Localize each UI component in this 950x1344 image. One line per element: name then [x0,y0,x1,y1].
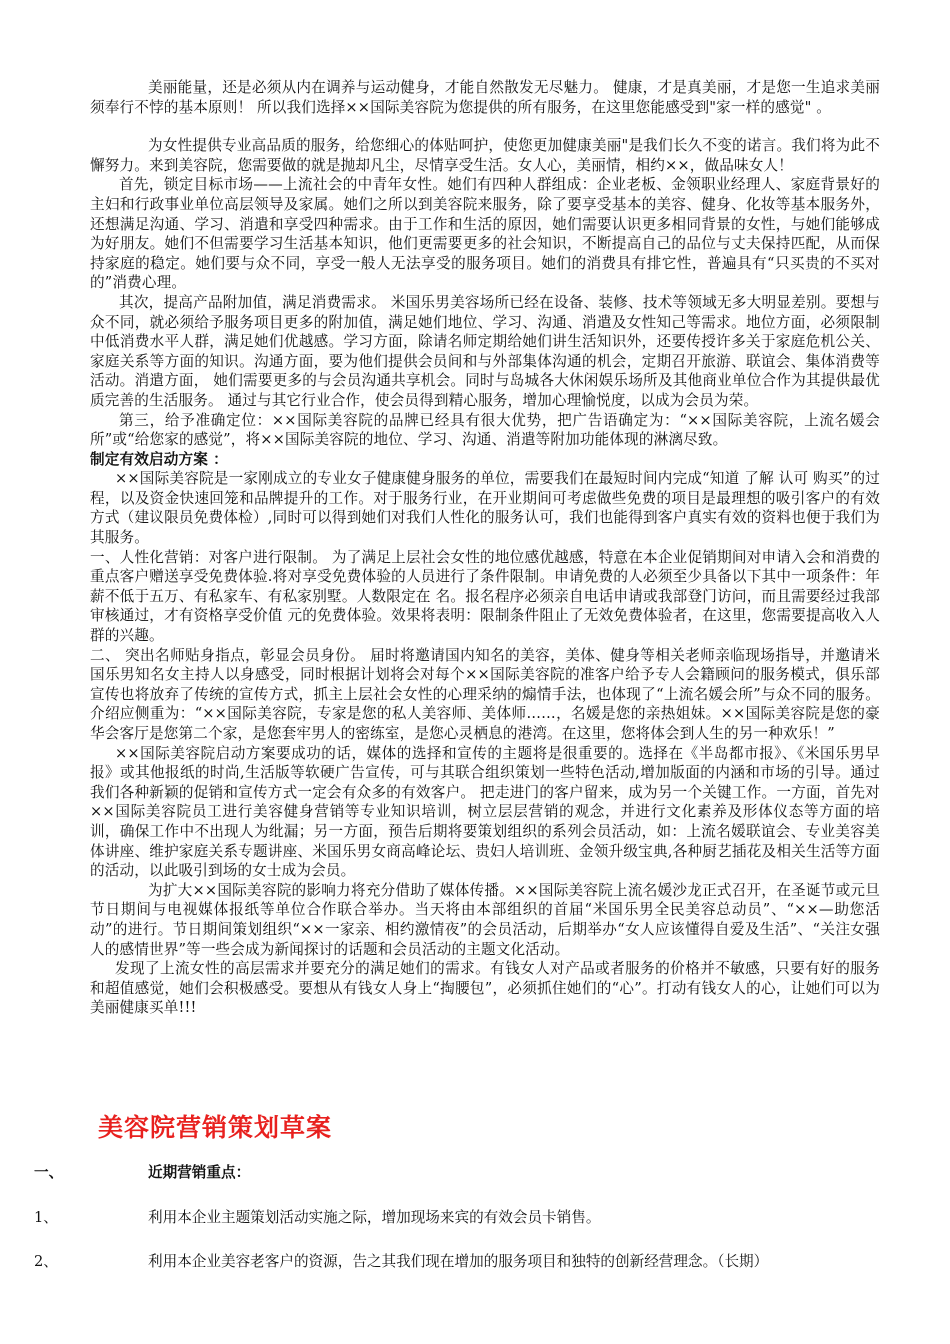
list-item-number: 2、 [34,1253,58,1270]
paragraph-launch-intro: ××国际美容院是一家刚成立的专业女子健康健身服务的单位，需要我们在最短时间内完成“知道 了解 认可 购买”的过程，以及资金快速回笼和品牌提升的工作。对于服务行业，在开业期间可考虑做些免费的项目是最理想的吸引客户的有效方式（建议限员免费体检）,同时可以得到她们对我们人性化的服务认可，我们也能得到客户真实有效的资料也便于我们为其服务。 [90,470,880,547]
document-title: 美容院营销策划草案 [98,1113,333,1142]
list-item-number: 一、 [34,1164,64,1181]
paragraph-promise: 为女性提供专业高品质的服务，给您细心的体贴呵护，使您更加健康美丽"是我们长久不变的诺言。我们将为此不懈努力。来到美容院，您需要做的就是抛却凡尘，尽情享受生活。女人心，美丽情，相约××，做品味女人！ [90,137,880,174]
document-body [90,78,880,1018]
paragraph-conclusion: 发现了上流女性的高层需求并要充分的满足她们的需求。有钱女人对产品或者服务的价格并不敏感，只要有好的服务和超值感觉，她们会积极感受。要想从有钱女人身上“掏腰包”，必须抓住她们的“心”。打动有钱女人的心，让她们可以为美丽健康买单!!! [90,960,880,1017]
paragraph-point-one: 一、人性化营销：对客户进行限制。 为了满足上层社会女性的地位感优越感，特意在本企业促销期间对申请入会和消费的重点客户赠送享受免费体验.将对享受免费体验的人员进行了条件限制。申请免费的人必须至少具备以下其中一项条件：年薪不低于五万、有私家车、有私家别墅。人数限定在 名。报名程序必须亲自电话申请或我部登门访问，而且需要经过我部审核通过，才有资格享受价值 元的免费体验。效果将表明：限制条件阻止了无效免费体验者，在这里，您需要提高收入人群的兴趣。 [90,548,880,645]
section-heading-launch-plan: 制定有效启动方案 ： [90,450,228,468]
list-item-text: 近期营销重点： [148,1164,251,1181]
paragraph-intro: 美丽能量，还是必须从内在调养与运动健身，才能自然散发无尽魅力。 健康，才是真美丽，才是您一生追求美丽须奉行不悖的基本原则！ 所以我们选择××国际美容院为您提供的所有服务，在这里您能感受到"家一样的感觉" 。 [90,79,880,116]
list-item-text: 利用本企业美容老客户的资源，告之其我们现在增加的服务项目和独特的创新经营理念。（长期） [148,1253,769,1270]
paragraph-point-two: 二、 突出名师贴身指点，彰显会员身份。 届时将邀请国内知名的美容，美体、健身等相关老师亲临现场指导，并邀请米国乐男知名女主持人以身感受，同时根据计划将会对每个××国际美容院的准客户给予专人会籍顾问的服务模式，俱乐部宣传也将放弃了传统的宣传方式，抓主上层社会女性的心理采纳的煽情手法，也体现了“上流名媛会所”与众不同的服务。介绍应侧重为：“××国际美容院，专家是您的私人美容师、美体师……，名媛是您的亲热姐妹。××国际美容院是您的豪华会客厅是您第二个家，是您套牢男人的密练室，是您心灵栖息的港湾。在这里，您将体会到人生的另一种欢乐！” [90,646,880,742]
paragraph-added-value: 其次，提高产品附加值，满足消费需求。 米国乐男美容场所已经在设备、装修、技术等领域无多大明显差别。要想与众不同，就必须给予服务项目更多的附加值，满足她们地位、学习、沟通、消遣及女性知己等需求。地位方面，必须限制中低消费水平人群，满足她们优越感。学习方面，除请名师定期给她们讲生活知识外，还要传授许多关于家庭危机公关、家庭关系等方面的知识。沟通方面，要为他们提供会员间和与外部集体沟通的机会，定期召开旅游、联谊会、集体消费等活动。消遣方面， 她们需要更多的与会员沟通共享机会。同时与岛城各大休闲娱乐场所及其他商业单位合作为其提供最优质完善的生活服务。 通过与其它行业合作，使会员得到精心服务，增加心理愉悦度，以成为会员为荣。 [90,293,880,409]
paragraph-influence: 为扩大××国际美容院的影响力将充分借助了媒体传播。××国际美容院上流名媛沙龙正式召开，在圣诞节或元旦节日期间与电视媒体报纸等单位合作联合举办。当天将由本部组织的首届“米国乐男全民美容总动员”、“××—助您活动”的进行。节日期间策划组织“××一家亲、相约激情夜”的会员活动，后期举办“女人应该懂得自爱及生活”、“关注女强人的感情世界”等一些会成为新闻探讨的话题和会员活动的主题文化活动。 [90,881,880,958]
list-item-number: 1、 [34,1209,58,1226]
paragraph-target-market: 首先，锁定目标市场——上流社会的中青年女性。她们有四种人群组成：企业老板、金领职业经理人、家庭背景好的主妇和行政事业单位高层领导及家属。她们之所以到美容院来服务，除了要享受基本的美容、健身、化妆等基本服务外，还想满足沟通、学习、消遣和享受四种需求。由于工作和生活的原因，她们需要认识更多相同背景的女性，与她们能够成为好朋友。她们不但需要学习生活基本知识，他们更需要更多的社会知识，不断提高自己的品位与丈夫保持匹配，从而保持家庭的稳定。她们要与众不同，享受一般人无法享受的服务项目。她们的消费具有排它性，普遍具有“只买贵的不买对的”消费心理。 [90,176,880,292]
paragraph-positioning: 第三，给予准确定位：××国际美容院的品牌已经具有很大优势，把广告语确定为：“××国际美容院，上流名媛会所”或“给您家的感觉”，将××国际美容院的地位、学习、沟通、消遣等附加功能体现的淋漓尽致。 [90,411,880,449]
list-item-text: 利用本企业主题策划活动实施之际，增加现场来宾的有效会员卡销售。 [148,1209,601,1226]
paragraph-media: ××国际美容院启动方案要成功的话，媒体的选择和宣传的主题将是很重要的。选择在《半岛都市报》、《米国乐男早报》或其他报纸的时尚,生活版等软硬广告宣传，可与其联合组织策划一些特色活动,增加版面的内涵和市场的引导。通过我们各种新颖的促销和宣传方式一定会有众多的有效客户。 把走进门的客户留来，成为另一个关键工作。一方面，首先对××国际美容院员工进行美容健身营销等专业知识培训，树立层层营销的观念，并进行文化素养及形体仪态等方面的培训，确保工作中不出现人为纰漏；另一方面，预告后期将要策划组织的系列会员活动，如：上流名媛联谊会、专业美容美体讲座、维护家庭关系专题讲座、米国乐男女商高峰论坛、贵妇人培训班、金领升级宝典,各种厨艺插花及相关生活等方面的活动，以此吸引到场的女士成为会员。 [90,744,880,880]
